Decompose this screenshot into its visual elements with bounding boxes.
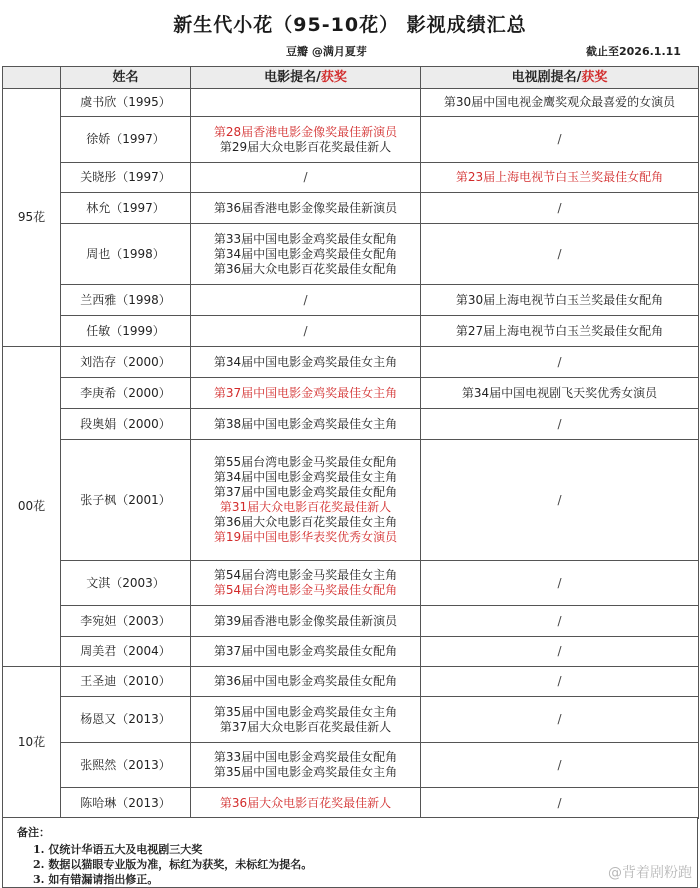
table-row — [3, 697, 699, 743]
award-nomination: 第33届中国电影金鸡奖最佳女配角 — [213, 750, 398, 764]
header-tv — [421, 67, 699, 89]
table-row — [3, 224, 699, 285]
actress-name: 刘浩存（2000） — [61, 347, 191, 378]
award-won: 第19届中国电影华表奖优秀女演员 — [213, 530, 398, 544]
table-row — [3, 561, 699, 606]
actress-name: 段奥娟（2000） — [61, 409, 191, 440]
empty-slash: / — [557, 354, 562, 369]
film-awards-cell — [191, 347, 421, 378]
actress-name: 李宛妲（2003） — [61, 606, 191, 637]
notes-heading: 备注： — [17, 826, 50, 839]
header-film — [191, 67, 421, 89]
table-row — [3, 788, 699, 819]
empty-slash: / — [557, 492, 562, 507]
award-nomination: 第39届香港电影金像奖最佳新演员 — [213, 613, 398, 628]
film-awards-cell — [191, 316, 421, 347]
award-nomination: 第54届台湾电影金马奖最佳女主角 — [213, 568, 398, 582]
actress-name: 李庚希（2000） — [61, 378, 191, 409]
header-generation — [3, 67, 61, 89]
page-title: 新生代小花（95-10花） 影视成绩汇总 — [173, 14, 527, 36]
actress-name: 兰西雅（1998） — [61, 285, 191, 316]
note-item: 3. 如有错漏请指出修正。 — [33, 873, 159, 886]
cutoff-date: 截止至2026.1.11 — [586, 45, 681, 58]
film-awards-cell — [191, 117, 421, 163]
note-item: 1. 仅统计华语五大及电视剧三大奖 — [33, 843, 203, 856]
table-row — [3, 409, 699, 440]
empty-slash: / — [557, 674, 562, 688]
tv-awards-cell — [421, 163, 699, 193]
award-nomination: 第34届中国电影金鸡奖最佳女主角 — [213, 354, 398, 369]
empty-slash: / — [557, 795, 562, 810]
empty-slash: / — [303, 323, 308, 338]
empty-slash: / — [303, 292, 308, 307]
table-row — [3, 316, 699, 347]
actress-name: 文淇（2003） — [61, 561, 191, 606]
generation-label: 00花 — [3, 347, 61, 667]
award-nomination: 第36届大众电影百花奖最佳女配角 — [213, 261, 398, 276]
award-won: 第54届台湾电影金马奖最佳女配角 — [213, 583, 398, 597]
actress-name: 关晓彤（1997） — [61, 163, 191, 193]
tv-awards-cell — [421, 193, 699, 224]
tv-awards-cell — [421, 378, 699, 409]
table-row — [3, 667, 699, 697]
award-nomination: 第33届中国电影金鸡奖最佳女配角 — [213, 231, 398, 246]
award-nomination: 第36届大众电影百花奖最佳女主角 — [213, 515, 398, 529]
source-credit: 豆瓣 @满月夏芽 — [286, 45, 367, 58]
film-awards-cell — [191, 224, 421, 285]
tv-awards-cell — [421, 316, 699, 347]
actress-name: 张子枫（2001） — [61, 440, 191, 561]
award-won: 第37届中国电影金鸡奖最佳女主角 — [213, 385, 398, 400]
film-awards-cell — [191, 409, 421, 440]
tv-awards-cell — [421, 561, 699, 606]
watermark: @背着剧粉跑 — [608, 865, 692, 881]
film-awards-cell — [191, 606, 421, 637]
header-film-prefix: 电影提名/ — [264, 70, 321, 85]
award-nomination: 第38届中国电影金鸡奖最佳女主角 — [213, 416, 398, 431]
header-tv-win: 获奖 — [581, 70, 608, 85]
film-awards-cell — [191, 637, 421, 667]
tv-awards-cell — [421, 667, 699, 697]
tv-awards-cell — [421, 743, 699, 788]
film-awards-cell — [191, 193, 421, 224]
actress-name: 虞书欣（1995） — [61, 89, 191, 117]
empty-slash: / — [303, 170, 308, 184]
table-row — [3, 117, 699, 163]
table-row — [3, 89, 699, 117]
film-awards-cell — [191, 285, 421, 316]
award-nomination: 第36届香港电影金像奖最佳新演员 — [213, 200, 398, 215]
empty-slash: / — [557, 644, 562, 658]
film-awards-cell — [191, 561, 421, 606]
award-nomination: 第35届中国电影金鸡奖最佳女主角 — [213, 704, 398, 719]
film-awards-cell — [191, 697, 421, 743]
tv-awards-cell — [421, 409, 699, 440]
header-film-win: 获奖 — [320, 70, 347, 85]
empty-slash: / — [557, 200, 562, 215]
actress-name: 任敏（1999） — [61, 316, 191, 347]
empty-slash: / — [557, 416, 562, 431]
tv-awards-cell — [421, 606, 699, 637]
award-nomination: 第34届中国电影金鸡奖最佳女主角 — [213, 470, 398, 484]
empty-slash: / — [557, 575, 562, 590]
awards-table — [2, 66, 699, 819]
tv-awards-cell — [421, 224, 699, 285]
generation-label: 10花 — [3, 667, 61, 819]
award-nomination: 第27届上海电视节白玉兰奖最佳女配角 — [455, 323, 664, 338]
table-row — [3, 637, 699, 667]
film-awards-cell — [191, 378, 421, 409]
empty-slash: / — [557, 246, 562, 261]
tv-awards-cell — [421, 788, 699, 819]
award-nomination: 第35届中国电影金鸡奖最佳女主角 — [213, 765, 398, 779]
actress-name: 陈哈琳（2013） — [61, 788, 191, 819]
tv-awards-cell — [421, 697, 699, 743]
empty-slash: / — [557, 712, 562, 726]
table-row — [3, 743, 699, 788]
table-row — [3, 347, 699, 378]
award-nomination: 第34届中国电视剧飞天奖优秀女演员 — [461, 385, 658, 400]
empty-slash: / — [557, 132, 562, 146]
award-nomination: 第55届台湾电影金马奖最佳女配角 — [213, 455, 398, 469]
tv-awards-cell — [421, 440, 699, 561]
film-awards-cell — [191, 440, 421, 561]
award-nomination: 第30届上海电视节白玉兰奖最佳女配角 — [455, 292, 664, 307]
award-won: 第36届大众电影百花奖最佳新人 — [219, 795, 392, 810]
tv-awards-cell — [421, 285, 699, 316]
award-nomination: 第29届大众电影百花奖最佳新人 — [219, 139, 392, 154]
table-row — [3, 285, 699, 316]
actress-name: 张熙然（2013） — [61, 743, 191, 788]
film-awards-cell — [191, 743, 421, 788]
actress-name: 徐娇（1997） — [61, 117, 191, 163]
actress-name: 杨恩又（2013） — [61, 697, 191, 743]
table-row — [3, 606, 699, 637]
award-nomination: 第36届中国电影金鸡奖最佳女配角 — [213, 674, 398, 688]
header-tv-prefix: 电视剧提名/ — [511, 70, 582, 85]
table-row — [3, 378, 699, 409]
table-row — [3, 193, 699, 224]
award-won: 第23届上海电视节白玉兰奖最佳女配角 — [455, 170, 664, 184]
award-nomination: 第37届中国电影金鸡奖最佳女配角 — [213, 485, 398, 499]
tv-awards-cell — [421, 117, 699, 163]
award-won: 第31届大众电影百花奖最佳新人 — [219, 500, 392, 514]
table-row — [3, 440, 699, 561]
table-header-row — [3, 67, 699, 89]
award-nomination: 第34届中国电影金鸡奖最佳女配角 — [213, 246, 398, 261]
award-nomination: 第30届中国电视金鹰奖观众最喜爱的女演员 — [443, 95, 676, 109]
empty-slash: / — [557, 613, 562, 628]
actress-name: 林允（1997） — [61, 193, 191, 224]
award-nomination: 第37届中国电影金鸡奖最佳女配角 — [213, 644, 398, 658]
film-awards-cell — [191, 667, 421, 697]
notes-box — [2, 817, 698, 888]
tv-awards-cell — [421, 637, 699, 667]
table-row — [3, 163, 699, 193]
table-body — [3, 89, 699, 819]
film-awards-cell — [191, 788, 421, 819]
note-item: 2. 数据以猫眼专业版为准，标红为获奖，未标红为提名。 — [33, 858, 313, 871]
tv-awards-cell — [421, 89, 699, 117]
generation-label: 95花 — [3, 89, 61, 347]
film-awards-cell — [191, 163, 421, 193]
actress-name: 周也（1998） — [61, 224, 191, 285]
tv-awards-cell — [421, 347, 699, 378]
header-name: 姓名 — [61, 67, 191, 89]
award-nomination: 第37届大众电影百花奖最佳新人 — [219, 719, 392, 734]
film-awards-cell — [191, 89, 421, 117]
award-won: 第28届香港电影金像奖最佳新演员 — [213, 124, 398, 139]
actress-name: 周美君（2004） — [61, 637, 191, 667]
actress-name: 王圣迪（2010） — [61, 667, 191, 697]
empty-slash: / — [557, 757, 562, 772]
